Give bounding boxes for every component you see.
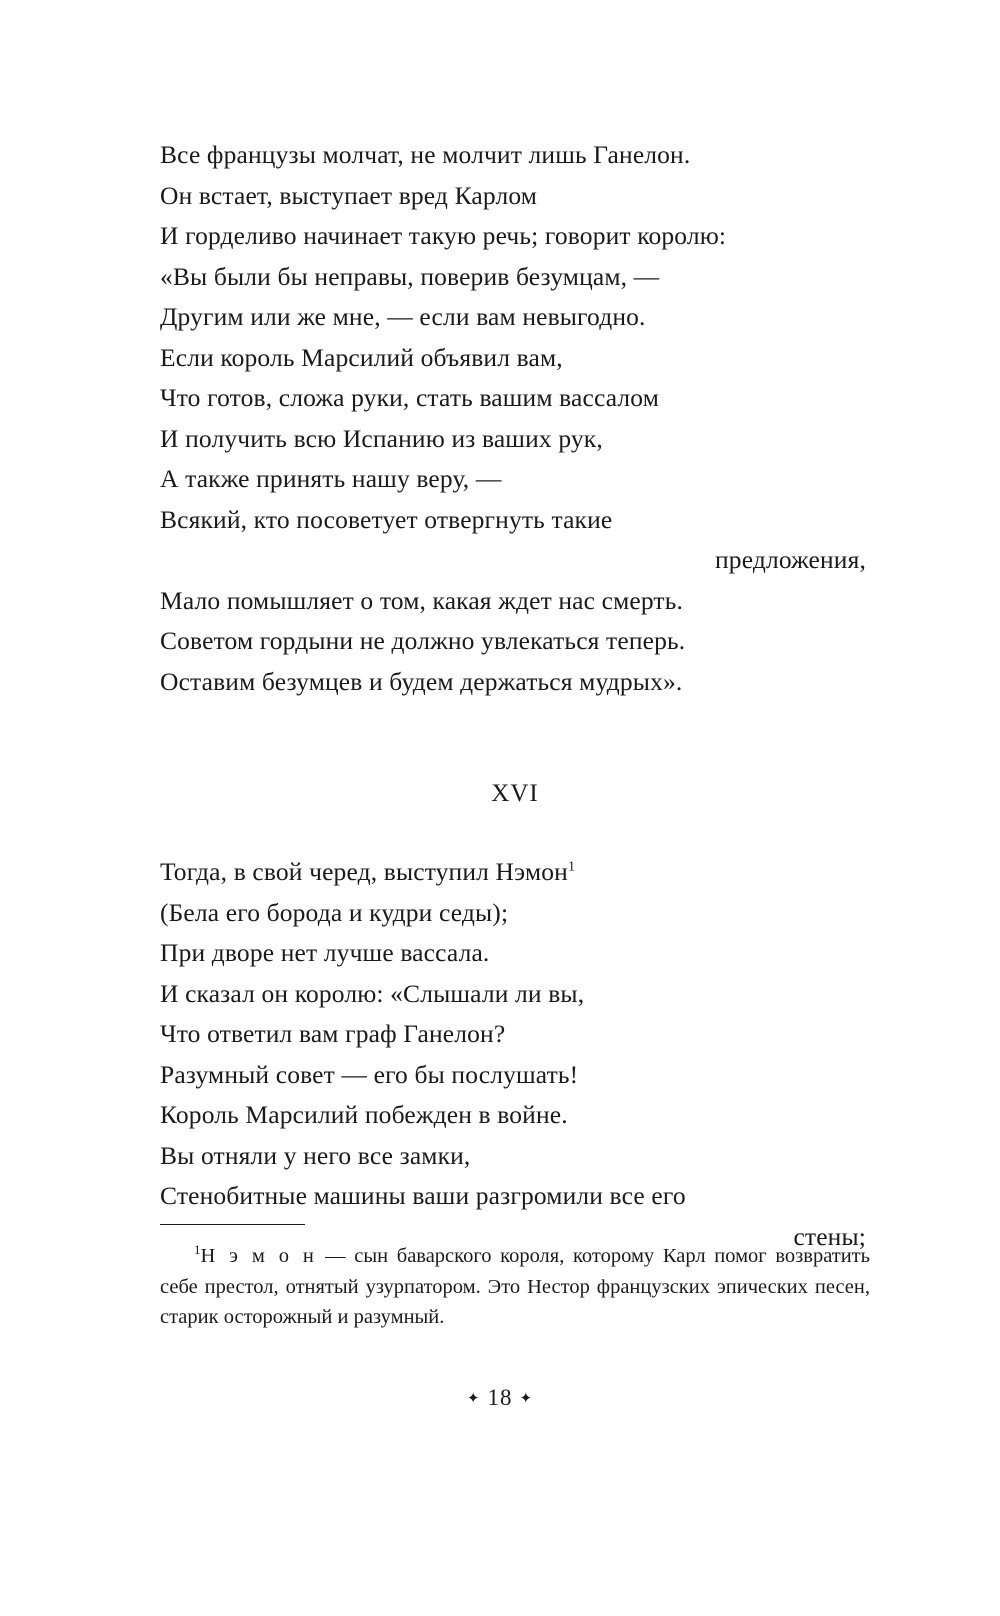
verse-line: Стенобитные машины ваши разгромили все его <box>160 1181 686 1210</box>
verse-line: И получить всю Испанию из ваших рук, <box>160 423 603 453</box>
footnote-area <box>160 1224 870 1333</box>
footnote-term: Н э м о н <box>200 1245 317 1267</box>
verse-line: Советом гордыни не должно увлекаться теперь. <box>160 626 686 655</box>
verse-line: При дворе нет лучше вассала. <box>160 938 490 967</box>
page-footer <box>0 1385 1000 1411</box>
verse-line: И горделиво начинает такую речь; говорит королю: <box>160 221 727 250</box>
verse-line: Что готов, сложа руки, стать вашим вассалом <box>160 383 659 412</box>
verse-line: Что ответил вам граф Ганелон? <box>160 1019 506 1048</box>
verse-line: (Бела его борода и кудри седы); <box>160 897 509 927</box>
verse-line: Всякий, кто посоветует отвергнуть такие <box>160 504 613 534</box>
ornament-right-icon: ✦ <box>519 1391 534 1407</box>
footnote-marker: 1 <box>194 1242 201 1258</box>
verse-line: Король Марсилий побежден в войне. <box>160 1100 568 1129</box>
section-number: XVI <box>491 780 539 807</box>
verse-line: Оставим безумцев и будем держаться мудрых». <box>160 666 683 696</box>
verse-line: «Вы были бы неправы, поверив безумцам, — <box>160 261 660 291</box>
verse-line: Если король Марсилий объявил вам, <box>160 342 563 372</box>
verse-line: И сказал он королю: «Слышали ли вы, <box>160 978 585 1008</box>
verse-line: Он встает, выступает вред Карлом <box>160 180 538 210</box>
verse-line-runover: предложения, <box>715 545 866 574</box>
verse-line: Вы отняли у него все замки, <box>160 1140 471 1170</box>
verse-line-runover: стены; <box>793 1221 866 1251</box>
page-body <box>160 135 870 1257</box>
verse-line: Другим или же мне, — если вам невыгодно. <box>160 302 646 331</box>
verse-line: Мало помышляет о том, какая ждет нас смерть. <box>160 585 684 615</box>
verse-line: Разумный совет — его бы послушать! <box>160 1059 579 1089</box>
page-number: 18 <box>487 1385 513 1410</box>
verse-line-text: Тогда, в свой черед, выступил Нэмон <box>160 857 568 886</box>
stanza-two <box>160 852 870 1257</box>
verse-line-with-footnote <box>160 852 870 893</box>
verse-line: Все французы молчат, не молчит лишь Ганелон. <box>160 140 691 169</box>
footnote-reference-marker[interactable]: 1 <box>567 859 576 875</box>
footnote-divider <box>160 1224 305 1225</box>
stanza-one <box>160 135 870 702</box>
footnote-text <box>160 1241 870 1333</box>
ornament-left-icon: ✦ <box>466 1391 481 1407</box>
verse-line: А также принять нашу веру, — <box>160 464 502 493</box>
footnote-body: — сын баварского короля, которому Карл помог возвратить себе престол, отнятый узурпатором. Это Нестор французских эпических песен, старик осторожный и разумный. <box>160 1245 870 1328</box>
